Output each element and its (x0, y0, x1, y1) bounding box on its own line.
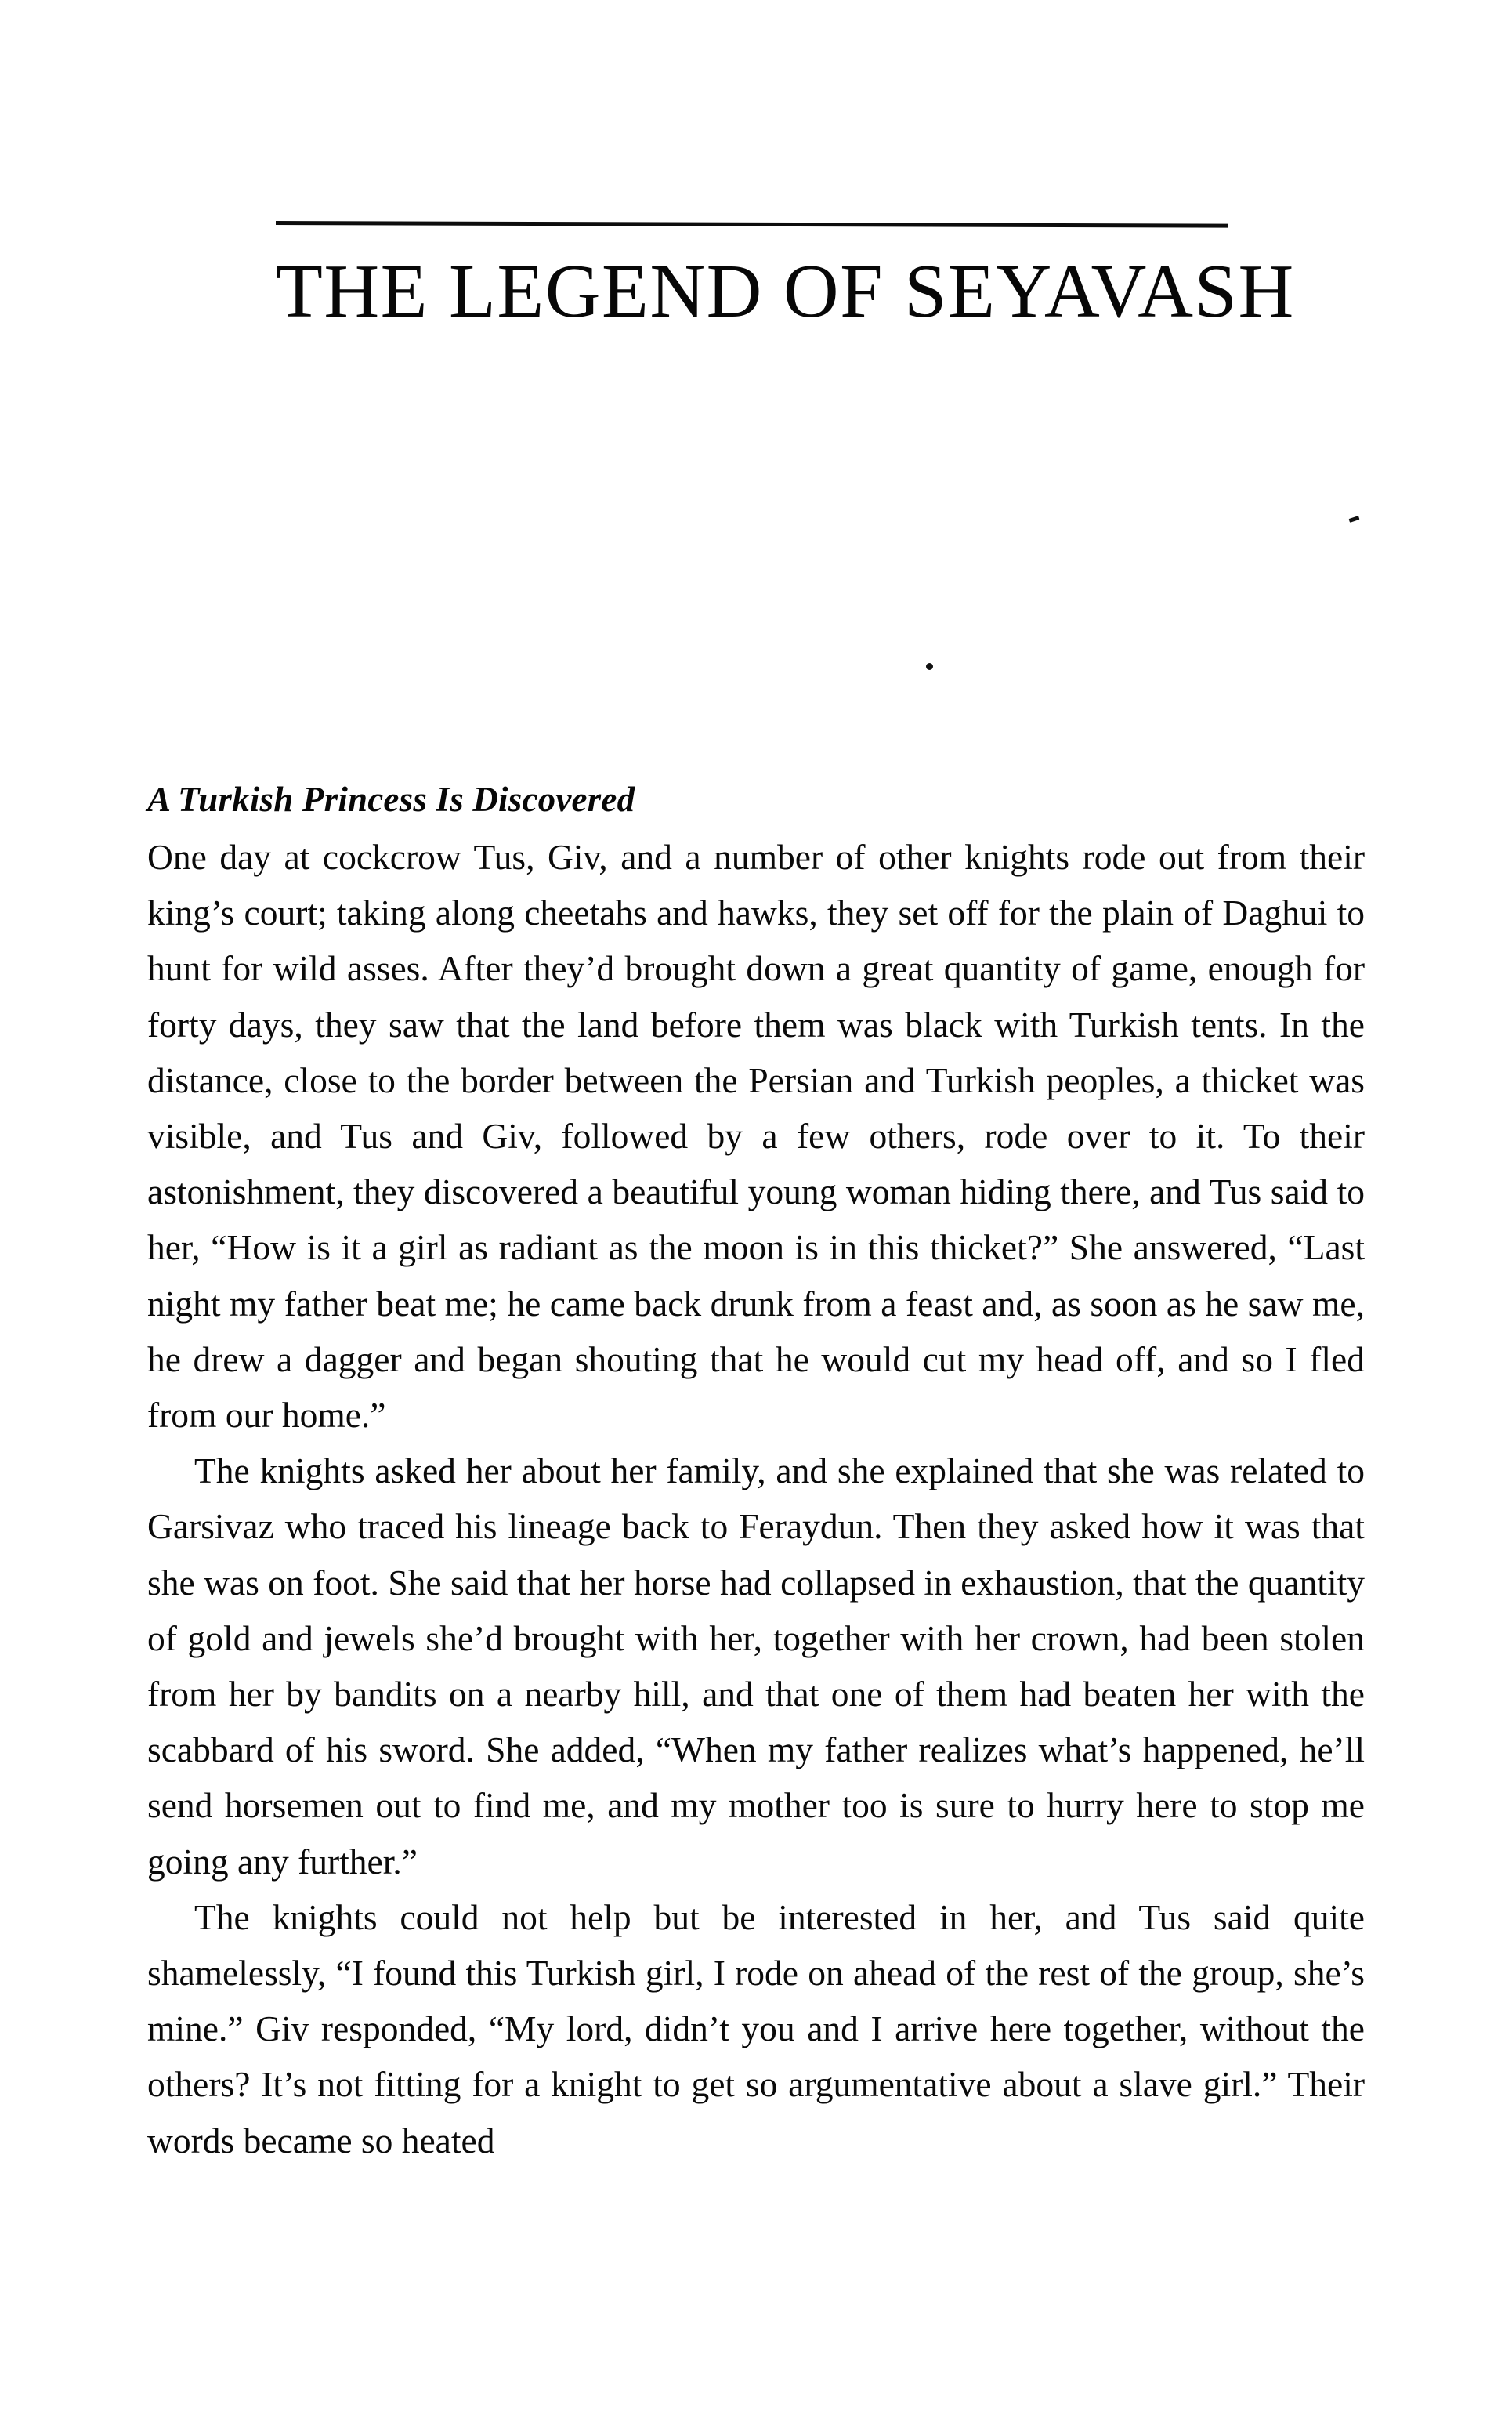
body-paragraph: The knights could not help but be interested in her, and Tus said quite shamelessly, “I found this Turkish girl, I rode on ahead of the rest of the group, she’s mine.” Giv responded, “My lord, didn’t you and I arrive here together, without the others? It’s not fitting for a knight to get so argumentative about a slave girl.” Their words became so heated (147, 1896, 1365, 2160)
chapter-title: THE LEGEND OF SEYAVASH (276, 249, 1295, 334)
body-paragraph: One day at cockcrow Tus, Giv, and a number of other knights rode out from their king’s court; taking along cheetahs and hawks, they set off for the plain of Daghui to hunt for wild asses. After they’d brought down a great quantity of game, enough for forty days, they saw that the land before them was black with Turkish tents. In the distance, close to the border between the Persian and Turkish peoples, a thicket was visible, and Tus and Giv, followed by a few others, rode over to it. To their astonishment, they discovered a beautiful young woman hiding there, and Tus said to her, “How is it a girl as radiant as the moon is in this thicket?” She answered, “Last night my father beat me; he came back drunk from a feast and, as soon as he saw me, he drew a dagger and began shouting that he would cut my head off, and so I fled from our home.” (147, 837, 1365, 1436)
scan-speck-upper-right-icon (1349, 516, 1360, 523)
body-text-column (147, 774, 1365, 2168)
chapter-head (276, 221, 1295, 334)
body-paragraph: The knights asked her about her family, and she explained that she was related to Garsivaz who traced his lineage back to Feraydun. Then they asked how it was that she was on foot. She said that her horse had collapsed in exhaustion, that the quantity of gold and jewels she’d brought with her, together with her crown, had been stolen from her by bandits on a nearby hill, and that one of them had beaten her with the scabbard of his sword. She added, “When my father realizes what’s happened, he’ll send horsemen out to find me, and my mother too is sure to hurry here to stop me going any further.” (147, 1451, 1365, 1882)
scan-speck-middle-icon (926, 663, 933, 670)
section-heading: A Turkish Princess Is Discovered (147, 780, 635, 819)
